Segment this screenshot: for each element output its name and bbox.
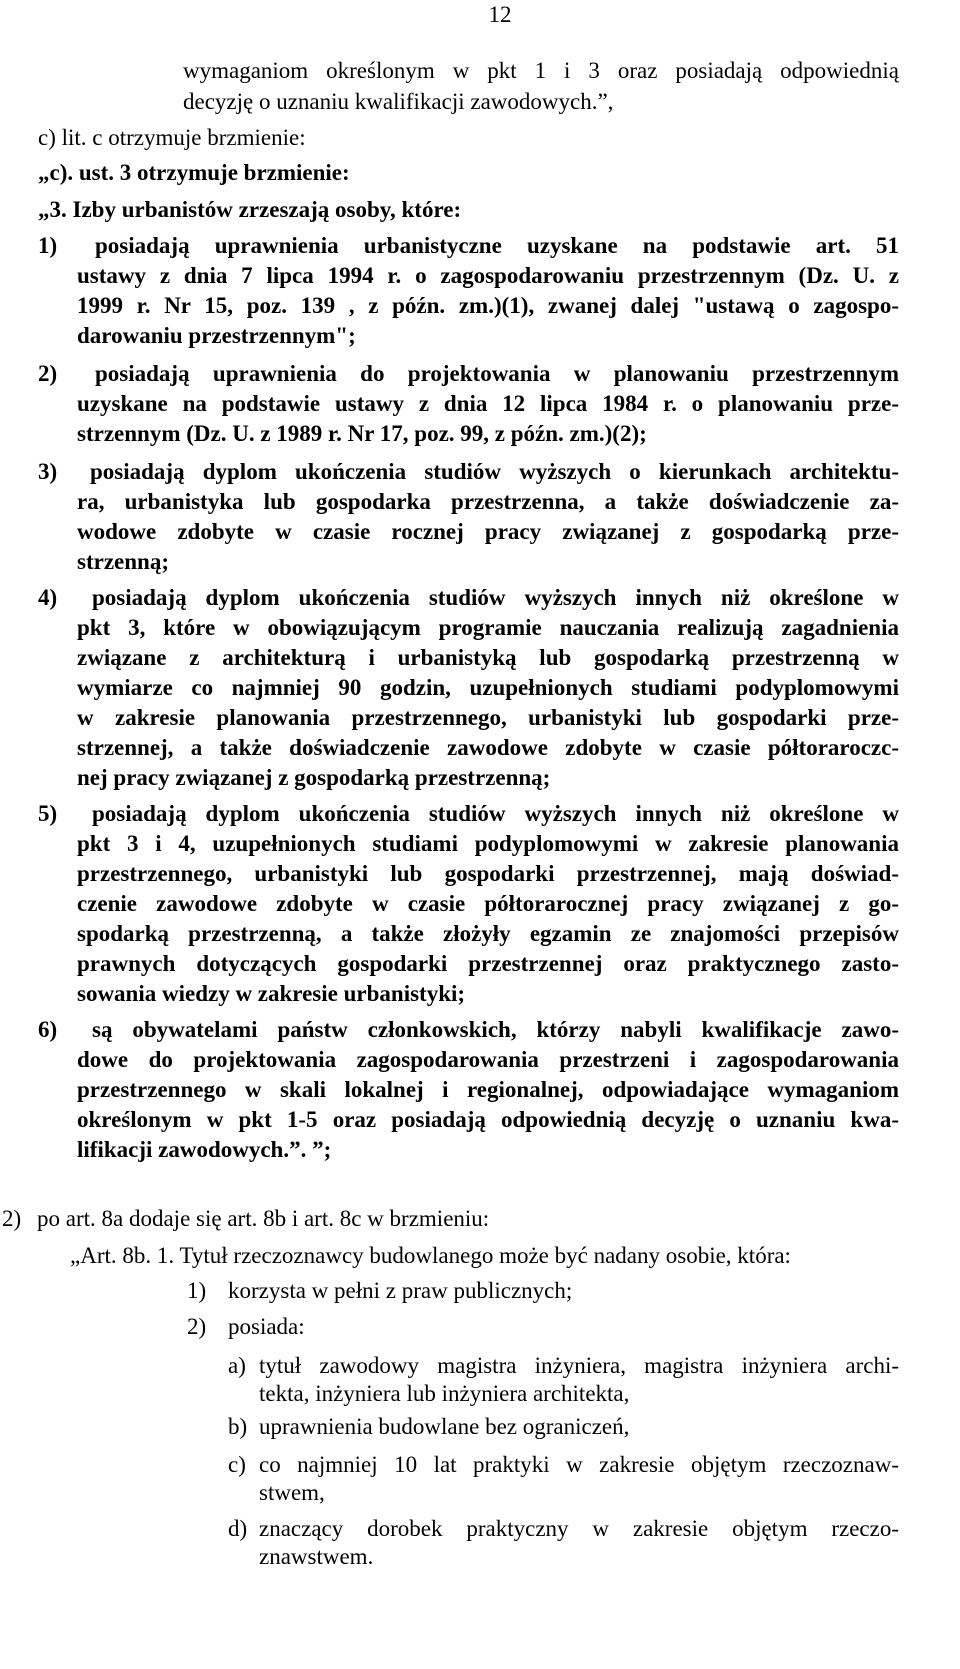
sub-item-a-line-2: tekta, inżyniera lub inżyniera architekta, [259,1381,630,1406]
item-4-number: 4) [38,585,58,610]
item-6-number: 6) [38,1017,58,1042]
sub-item-d-letter: d) [228,1516,248,1541]
item-3-line-2: ra, urbanistyka lub gospodarka przestrzenna, a także doświadczenie za- [77,489,899,514]
sub-item-a-line-1: tytuł zawodowy magistra inżyniera, magistra inżyniera archi- [259,1353,899,1378]
item-5-line-6: prawnych dotyczących gospodarki przestrzennej oraz praktycznego zasto- [77,951,899,976]
sub-item-d-line-1: znaczący dorobek praktyczny w zakresie objętym rzeczo- [259,1516,899,1541]
sub-item-d-line-2: znawstwem. [259,1544,374,1569]
item-5-line-1: posiadają dyplom ukończenia studiów wyższych innych niż określone w [92,801,899,826]
item-5-line-7: sowania wiedzy w zakresie urbanistyki; [77,981,466,1006]
item-5-line-4: czenie zawodowe zdobyte w czasie półtorarocznej pracy związanej z go- [77,891,899,916]
art-8b-line: „Art. 8b. 1. Tytuł rzeczoznawcy budowlanego może być nadany osobie, która: [70,1243,791,1268]
item-4-line-3: związane z architekturą i urbanistyką lub gospodarką przestrzenną w [77,645,899,670]
item-4-line-6: strzennej, a także doświadczenie zawodowe zdobyte w czasie półtoraroczc- [77,735,899,760]
item-1-line-4: darowaniu przestrzennym"; [77,323,356,348]
sub-item-b-letter: b) [228,1414,248,1439]
item-6-line-2: dowe do projektowania zagospodarowania przestrzeni i zagospodarowania [77,1047,899,1072]
sub-item-b-line-1: uprawnienia budowlane bez ograniczeń, [259,1414,630,1439]
item-3-number: 3) [38,459,58,484]
item-4-line-5: w zakresie planowania przestrzennego, urbanistyki lub gospodarki prze- [77,705,899,730]
art-8b-item-2-text: posiada: [228,1314,305,1339]
art-8b-item-1-text: korzysta w pełni z praw publicznych; [228,1278,573,1303]
item-5-line-2: pkt 3 i 4, uzupełnionych studiami podyplomowymi w zakresie planowania [77,831,899,856]
sub-item-a-letter: a) [228,1353,246,1378]
item-3-line-3: wodowe zdobyte w czasie rocznej pracy związanej z gospodarką prze- [77,519,899,544]
item-4-line-2: pkt 3, które w obowiązującym programie nauczania realizują zagadnienia [77,615,899,640]
item-3-line-4: strzenną; [77,549,169,574]
art-8b-item-2-number: 2) [187,1314,207,1339]
item-1-number: 1) [38,233,58,258]
sub-item-c-line-2: stwem, [259,1480,325,1505]
lit-c-line: c) lit. c otrzymuje brzmienie: [38,125,306,150]
item-2-line-3: strzennym (Dz. U. z 1989 r. Nr 17, poz. 99, z późn. zm.)(2); [77,421,647,446]
intro-line-2: decyzję o uznaniu kwalifikacji zawodowych.”, [183,89,614,114]
item-2-line-2: uzyskane na podstawie ustawy z dnia 12 lipca 1984 r. o planowaniu prze- [77,391,899,416]
sub-item-c-letter: c) [228,1452,246,1477]
intro-line-1: wymaganiom określonym w pkt 1 i 3 oraz posiadają odpowiednią [183,58,899,83]
item-6-line-3: przestrzennego w skali lokalnej i regionalnej, odpowiadające wymaganiom [77,1077,899,1102]
item-1-line-1: posiadają uprawnienia urbanistyczne uzyskane na podstawie art. 51 [95,233,899,258]
item-1-line-2: ustawy z dnia 7 lipca 1994 r. o zagospodarowaniu przestrzennym (Dz. U. z [77,263,899,288]
item-2-line-1: posiadają uprawnienia do projektowania w planowaniu przestrzennym [95,361,899,386]
ust3-heading: „c). ust. 3 otrzymuje brzmienie: [38,160,350,185]
point-2-text: po art. 8a dodaje się art. 8b i art. 8c w brzmieniu: [37,1206,490,1231]
sub-item-c-line-1: co najmniej 10 lat praktyki w zakresie objętym rzeczoznaw- [259,1452,899,1477]
item-5-number: 5) [38,801,58,826]
art-8b-item-1-number: 1) [187,1278,207,1303]
item-5-line-5: spodarką przestrzenną, a także złożyły egzamin ze znajomości przepisów [77,921,899,946]
item-6-line-5: lifikacji zawodowych.”. ”; [77,1137,332,1162]
item-4-line-4: wymiarze co najmniej 90 godzin, uzupełnionych studiami podyplomowymi [77,675,899,700]
item-4-line-7: nej pracy związanej z gospodarką przestrzenną; [77,765,551,790]
paragraph-3-heading: „3. Izby urbanistów zrzeszają osoby, które: [38,197,462,222]
item-6-line-1: są obywatelami państw członkowskich, którzy nabyli kwalifikacje zawo- [92,1017,899,1042]
item-3-line-1: posiadają dyplom ukończenia studiów wyższych o kierunkach architektu- [90,459,899,484]
page-number: 12 [488,2,512,27]
item-2-number: 2) [38,361,58,386]
item-6-line-4: określonym w pkt 1-5 oraz posiadają odpowiednią decyzję o uznaniu kwa- [77,1107,899,1132]
item-1-line-3: 1999 r. Nr 15, poz. 139 , z późn. zm.)(1), zwanej dalej "ustawą o zagospo- [77,293,899,318]
point-2-number: 2) [2,1206,22,1231]
item-5-line-3: przestrzennego, urbanistyki lub gospodarki przestrzennej, mają doświad- [77,861,899,886]
item-4-line-1: posiadają dyplom ukończenia studiów wyższych innych niż określone w [92,585,899,610]
